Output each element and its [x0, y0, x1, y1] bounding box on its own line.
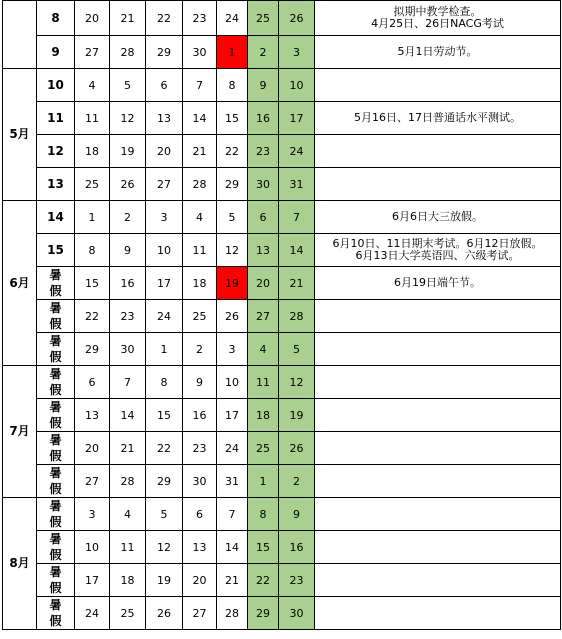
week-row — [3, 366, 561, 399]
week-row — [3, 1, 561, 36]
note-cell — [315, 564, 561, 597]
day-cell: 30 — [110, 333, 146, 366]
day-cell: 25 — [75, 168, 110, 201]
day-cell: 19 — [279, 399, 315, 432]
note-cell — [315, 135, 561, 168]
day-cell: 20 — [183, 564, 217, 597]
day-cell: 26 — [110, 168, 146, 201]
week-row — [3, 69, 561, 102]
day-cell: 12 — [217, 234, 248, 267]
note-cell — [315, 168, 561, 201]
calendar-body — [3, 1, 561, 630]
day-cell: 1 — [146, 333, 183, 366]
week-row — [3, 267, 561, 300]
day-cell: 27 — [183, 597, 217, 630]
week-number-cell: 暑 假 — [37, 498, 75, 531]
note-cell: 拟期中教学检查。 4月25日、26日NACG考试 — [315, 1, 561, 36]
day-cell: 8 — [248, 498, 279, 531]
day-cell: 17 — [217, 399, 248, 432]
week-number-cell: 暑 假 — [37, 300, 75, 333]
day-cell: 16 — [279, 531, 315, 564]
day-cell: 26 — [279, 432, 315, 465]
day-cell: 17 — [146, 267, 183, 300]
week-row — [3, 498, 561, 531]
day-cell: 3 — [279, 36, 315, 69]
day-cell: 14 — [183, 102, 217, 135]
day-cell: 8 — [75, 234, 110, 267]
day-cell: 16 — [248, 102, 279, 135]
day-cell: 30 — [248, 168, 279, 201]
day-cell: 7 — [183, 69, 217, 102]
day-cell: 22 — [248, 564, 279, 597]
day-cell: 28 — [110, 36, 146, 69]
day-cell: 28 — [110, 465, 146, 498]
note-cell: 6月6日大三放假。 — [315, 201, 561, 234]
day-cell: 18 — [183, 267, 217, 300]
month-cell: 8月 — [3, 498, 37, 630]
day-cell: 22 — [146, 432, 183, 465]
day-cell: 17 — [75, 564, 110, 597]
note-cell — [315, 399, 561, 432]
week-number-cell: 暑 假 — [37, 432, 75, 465]
week-row — [3, 201, 561, 234]
day-cell: 6 — [146, 69, 183, 102]
day-cell: 24 — [279, 135, 315, 168]
week-number-cell: 暑 假 — [37, 531, 75, 564]
week-number-cell: 11 — [37, 102, 75, 135]
day-cell: 6 — [248, 201, 279, 234]
day-cell: 23 — [279, 564, 315, 597]
note-cell — [315, 432, 561, 465]
week-row — [3, 333, 561, 366]
day-cell: 24 — [217, 432, 248, 465]
day-cell: 12 — [110, 102, 146, 135]
day-cell: 16 — [110, 267, 146, 300]
day-cell: 7 — [279, 201, 315, 234]
day-cell: 13 — [248, 234, 279, 267]
day-cell: 4 — [110, 498, 146, 531]
week-number-cell: 暑 假 — [37, 267, 75, 300]
week-row — [3, 168, 561, 201]
month-cell: 6月 — [3, 201, 37, 366]
day-cell: 21 — [110, 1, 146, 36]
day-cell: 28 — [183, 168, 217, 201]
day-cell: 17 — [279, 102, 315, 135]
day-cell: 20 — [75, 432, 110, 465]
day-cell: 23 — [183, 1, 217, 36]
day-cell: 6 — [183, 498, 217, 531]
day-cell: 8 — [146, 366, 183, 399]
day-cell: 2 — [248, 36, 279, 69]
week-number-cell: 暑 假 — [37, 333, 75, 366]
day-cell: 19 — [146, 564, 183, 597]
note-cell: 5月16日、17日普通话水平测试。 — [315, 102, 561, 135]
day-cell: 25 — [183, 300, 217, 333]
day-cell: 9 — [183, 366, 217, 399]
day-cell: 24 — [146, 300, 183, 333]
day-cell: 13 — [146, 102, 183, 135]
day-cell: 27 — [75, 36, 110, 69]
day-cell: 7 — [217, 498, 248, 531]
week-row — [3, 399, 561, 432]
week-row — [3, 234, 561, 267]
note-cell — [315, 366, 561, 399]
day-cell: 24 — [75, 597, 110, 630]
day-cell: 24 — [217, 1, 248, 36]
day-cell: 2 — [183, 333, 217, 366]
day-cell: 22 — [75, 300, 110, 333]
day-cell: 29 — [146, 36, 183, 69]
day-cell: 13 — [183, 531, 217, 564]
day-cell: 4 — [248, 333, 279, 366]
week-number-cell: 14 — [37, 201, 75, 234]
week-number-cell: 暑 假 — [37, 564, 75, 597]
day-cell: 26 — [279, 1, 315, 36]
day-cell: 5 — [279, 333, 315, 366]
day-cell: 11 — [183, 234, 217, 267]
day-cell: 11 — [75, 102, 110, 135]
day-cell: 10 — [146, 234, 183, 267]
day-cell: 14 — [217, 531, 248, 564]
note-cell — [315, 333, 561, 366]
day-cell: 26 — [217, 300, 248, 333]
day-cell: 20 — [248, 267, 279, 300]
note-cell: 5月1日劳动节。 — [315, 36, 561, 69]
day-cell: 23 — [110, 300, 146, 333]
day-cell: 11 — [248, 366, 279, 399]
day-cell: 18 — [248, 399, 279, 432]
note-cell — [315, 300, 561, 333]
day-cell: 15 — [217, 102, 248, 135]
week-number-cell: 13 — [37, 168, 75, 201]
day-cell: 14 — [110, 399, 146, 432]
day-cell: 15 — [146, 399, 183, 432]
day-cell: 1 — [217, 36, 248, 69]
week-row — [3, 102, 561, 135]
week-number-cell: 暑 假 — [37, 366, 75, 399]
day-cell: 29 — [217, 168, 248, 201]
week-number-cell: 暑 假 — [37, 597, 75, 630]
day-cell: 22 — [217, 135, 248, 168]
day-cell: 10 — [279, 69, 315, 102]
day-cell: 15 — [75, 267, 110, 300]
day-cell: 1 — [248, 465, 279, 498]
day-cell: 3 — [75, 498, 110, 531]
day-cell: 10 — [217, 366, 248, 399]
day-cell: 30 — [183, 465, 217, 498]
note-cell: 6月10日、11日期末考试。6月12日放假。 6月13日大学英语四、六级考试。 — [315, 234, 561, 267]
week-number-cell: 9 — [37, 36, 75, 69]
day-cell: 30 — [183, 36, 217, 69]
day-cell: 5 — [217, 201, 248, 234]
week-number-cell: 10 — [37, 69, 75, 102]
month-cell — [3, 1, 37, 69]
day-cell: 29 — [75, 333, 110, 366]
day-cell: 11 — [110, 531, 146, 564]
day-cell: 12 — [279, 366, 315, 399]
note-cell — [315, 531, 561, 564]
day-cell: 5 — [146, 498, 183, 531]
day-cell: 27 — [75, 465, 110, 498]
day-cell: 21 — [183, 135, 217, 168]
week-number-cell: 8 — [37, 1, 75, 36]
day-cell: 28 — [217, 597, 248, 630]
day-cell: 21 — [279, 267, 315, 300]
note-cell — [315, 465, 561, 498]
day-cell: 25 — [110, 597, 146, 630]
week-number-cell: 暑 假 — [37, 465, 75, 498]
day-cell: 20 — [146, 135, 183, 168]
day-cell: 28 — [279, 300, 315, 333]
day-cell: 6 — [75, 366, 110, 399]
day-cell: 9 — [279, 498, 315, 531]
day-cell: 8 — [217, 69, 248, 102]
day-cell: 7 — [110, 366, 146, 399]
day-cell: 21 — [217, 564, 248, 597]
day-cell: 3 — [217, 333, 248, 366]
day-cell: 29 — [248, 597, 279, 630]
note-cell — [315, 597, 561, 630]
note-cell — [315, 69, 561, 102]
week-row — [3, 36, 561, 69]
day-cell: 3 — [146, 201, 183, 234]
day-cell: 29 — [146, 465, 183, 498]
week-row — [3, 432, 561, 465]
day-cell: 9 — [110, 234, 146, 267]
day-cell: 9 — [248, 69, 279, 102]
week-row — [3, 531, 561, 564]
week-number-cell: 暑 假 — [37, 399, 75, 432]
week-row — [3, 564, 561, 597]
day-cell: 23 — [183, 432, 217, 465]
day-cell: 26 — [146, 597, 183, 630]
day-cell: 30 — [279, 597, 315, 630]
day-cell: 13 — [75, 399, 110, 432]
day-cell: 31 — [217, 465, 248, 498]
week-number-cell: 12 — [37, 135, 75, 168]
month-cell: 7月 — [3, 366, 37, 498]
day-cell: 15 — [248, 531, 279, 564]
note-cell — [315, 498, 561, 531]
school-calendar-table — [2, 0, 561, 630]
month-cell: 5月 — [3, 69, 37, 201]
note-cell: 6月19日端午节。 — [315, 267, 561, 300]
day-cell: 18 — [75, 135, 110, 168]
week-row — [3, 135, 561, 168]
day-cell: 5 — [110, 69, 146, 102]
day-cell: 4 — [183, 201, 217, 234]
week-number-cell: 15 — [37, 234, 75, 267]
day-cell: 18 — [110, 564, 146, 597]
day-cell: 25 — [248, 1, 279, 36]
day-cell: 22 — [146, 1, 183, 36]
day-cell: 2 — [279, 465, 315, 498]
day-cell: 20 — [75, 1, 110, 36]
week-row — [3, 300, 561, 333]
day-cell: 31 — [279, 168, 315, 201]
day-cell: 14 — [279, 234, 315, 267]
day-cell: 25 — [248, 432, 279, 465]
day-cell: 10 — [75, 531, 110, 564]
day-cell: 27 — [146, 168, 183, 201]
day-cell: 27 — [248, 300, 279, 333]
day-cell: 19 — [110, 135, 146, 168]
day-cell: 1 — [75, 201, 110, 234]
day-cell: 12 — [146, 531, 183, 564]
day-cell: 19 — [217, 267, 248, 300]
day-cell: 21 — [110, 432, 146, 465]
week-row — [3, 465, 561, 498]
day-cell: 4 — [75, 69, 110, 102]
day-cell: 23 — [248, 135, 279, 168]
day-cell: 16 — [183, 399, 217, 432]
week-row — [3, 597, 561, 630]
day-cell: 2 — [110, 201, 146, 234]
